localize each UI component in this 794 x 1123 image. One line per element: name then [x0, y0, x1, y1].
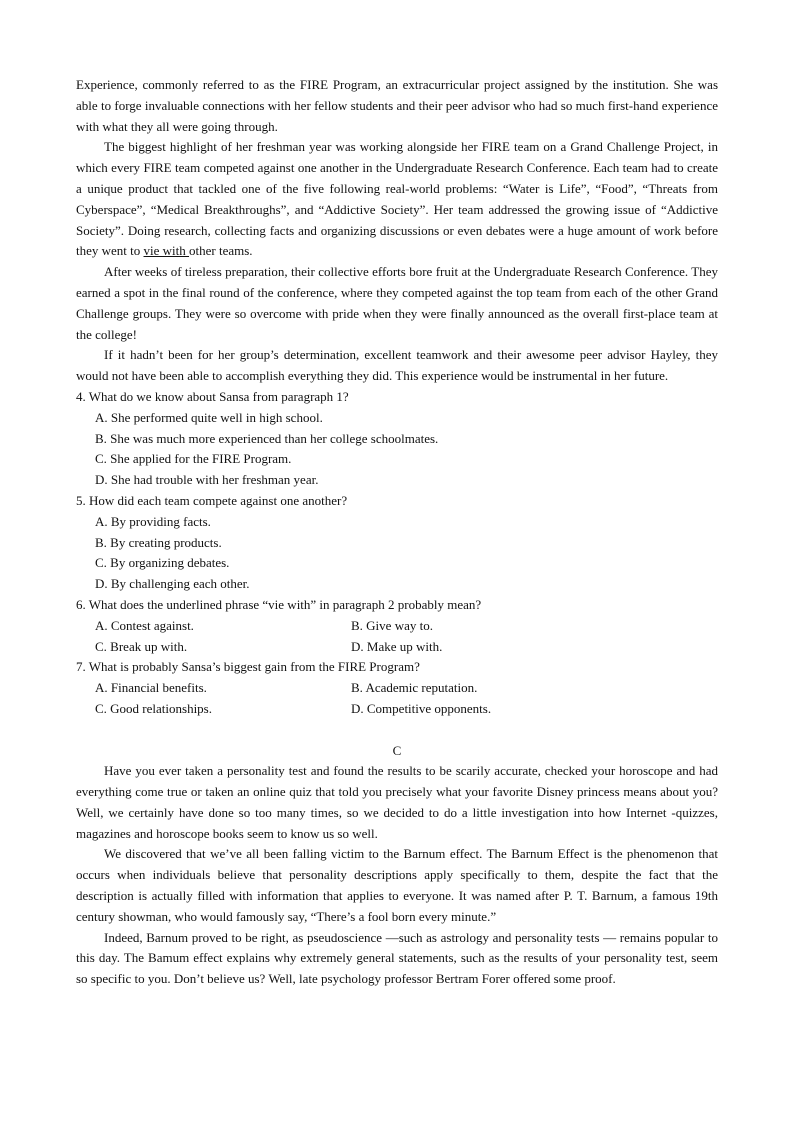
- question-5-stem: 5. How did each team compete against one another?: [76, 492, 348, 508]
- paragraph-2-end: other teams.: [189, 243, 253, 259]
- question-4-stem: 4. What do we know about Sansa from paragraph 1?: [76, 388, 349, 404]
- passage-b-paragraph-1: Experience, commonly referred to as the FIRE Program, an extracurricular project assigned by the institution. She was able to forge invaluable connections with her fellow students and their peer advisor who had so much first-hand experience with what they all were going through.: [76, 77, 718, 134]
- question-7-option-c: C. Good relationships.: [95, 700, 212, 716]
- section-spacer: [76, 720, 718, 741]
- underlined-phrase: vie with: [143, 243, 190, 259]
- passage-c-paragraph-2: We discovered that we’ve all been falling victim to the Barnum effect. The Barnum Effect is the phenomenon that occurs when individuals believe that personality descriptions apply specifically to them, despite the fact that the description is actually filled with information that applies to everyone. It was named after P. T. Barnum, a famous 19th century showman, who would famously say, “There’s a fool born every minute.”: [76, 846, 718, 924]
- passage-b-paragraph-4: If it hadn’t been for her group’s determination, excellent teamwork and their awesome peer advisor Hayley, they would not have been able to accomplish everything they did. This experience would be instrumental in her future.: [76, 347, 718, 384]
- question-5-option-b: B. By creating products.: [95, 534, 222, 550]
- question-5-option-c: C. By organizing debates.: [95, 555, 230, 571]
- passage-b-paragraph-2: [76, 137, 718, 262]
- question-4-option-d: D. She had trouble with her freshman year.: [95, 472, 319, 488]
- question-7-options-row-2: [76, 699, 718, 720]
- question-6-option-a: A. Contest against.: [95, 617, 194, 633]
- document-page: [76, 75, 718, 990]
- passage-c-paragraph-3: Indeed, Barnum proved to be right, as pseudoscience —such as astrology and personality tests — remains popular to this day. The Bamum effect explains why extremely general statements, such as the results of your personality test, seem so specific to you. Don’t believe us? Well, late psychology professor Bertram Forer offered some proof.: [76, 929, 718, 987]
- question-6-options-row-1: [76, 616, 718, 637]
- question-5-option-a: A. By providing facts.: [95, 513, 211, 529]
- passage-c-heading: C: [392, 742, 402, 758]
- question-6-options-row-2: [76, 637, 718, 658]
- passage-b-paragraph-3: After weeks of tireless preparation, their collective efforts bore fruit at the Undergraduate Research Conference. They earned a spot in the final round of the conference, where they competed against the top team from each of the other Grand Challenge groups. They were so overcome with pride when they were finally announced as the overall first-place team at the college!: [76, 264, 718, 342]
- question-4-option-c: C. She applied for the FIRE Program.: [95, 451, 292, 467]
- question-6-option-b: B. Give way to.: [351, 617, 433, 633]
- question-6-stem: 6. What does the underlined phrase “vie with” in paragraph 2 probably mean?: [76, 596, 482, 612]
- question-7-option-d: D. Competitive opponents.: [351, 700, 492, 716]
- question-6-option-d: D. Make up with.: [351, 638, 443, 654]
- passage-c-paragraph-1: Have you ever taken a personality test and found the results to be scarily accurate, checked your horoscope and had everything come true or taken an online quiz that told you precisely what your favorite Disney princess means about you? Well, we certainly have done so too many times, so we decided to do a little investigation into how Internet -quizzes, magazines and horoscope books seem to know us so well.: [76, 763, 718, 841]
- question-5-option-d: D. By challenging each other.: [95, 576, 250, 592]
- question-7-option-a: A. Financial benefits.: [95, 680, 207, 696]
- question-7-stem: 7. What is probably Sansa’s biggest gain from the FIRE Program?: [76, 659, 420, 675]
- question-4-option-a: A. She performed quite well in high school.: [95, 409, 323, 425]
- question-7-options-row-1: [76, 678, 718, 699]
- paragraph-2-text: The biggest highlight of her freshman year was working alongside her FIRE team on a Grand Challenge Project, in which every FIRE team competed against one another in the Undergraduate Research Conference. Each team had to create a unique product that tackled one of the five following real-world problems: “Water is Life”, “Food”, “Threats from Cyberspace”, “Medical Breakthroughs”, and “Addictive Society”. Her team addressed the growing issue of “Addictive Society”. Doing research, collecting facts and organizing discussions or even debates were a huge amount of work before they went to: [76, 139, 718, 259]
- question-4-option-b: B. She was much more experienced than her college schoolmates.: [95, 430, 439, 446]
- question-6-option-c: C. Break up with.: [95, 638, 188, 654]
- question-7-option-b: B. Academic reputation.: [351, 680, 478, 696]
